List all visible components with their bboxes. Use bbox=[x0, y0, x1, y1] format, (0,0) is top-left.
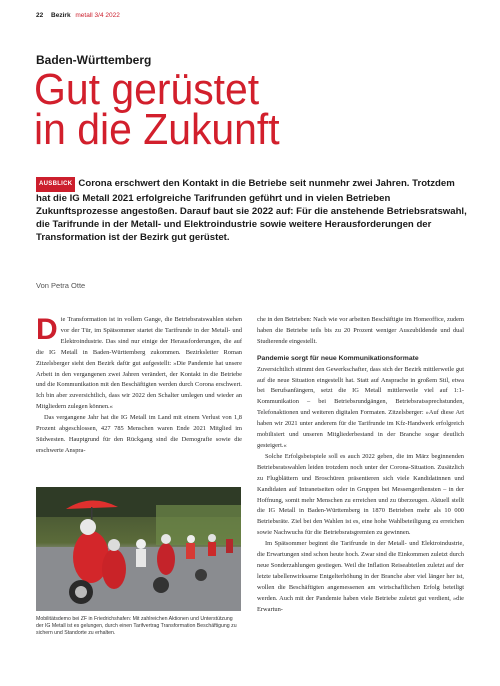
text-column-right bbox=[257, 315, 464, 615]
lead-paragraph bbox=[36, 177, 468, 244]
page-number: 22 bbox=[36, 12, 44, 19]
region-kicker: Baden-Württemberg bbox=[36, 53, 152, 67]
article-photo bbox=[36, 487, 241, 611]
section-name: Bezirk bbox=[51, 12, 71, 19]
body-paragraph: Das vergangene Jahr hat die IG Metall im Land mit einem Verlust von 1,8 Prozent abgeschlossen, 427 785 Menschen waren Ende 2021 Mitglied im Südwesten. Hauptgrund für den Rückgang sind die Demografie sowie die erschwerte Anspra- bbox=[36, 414, 242, 454]
page-header bbox=[36, 12, 120, 19]
body-paragraph: ie Transformation ist in vollem Gange, die Betriebsratswahlen stehen vor der Tür, im Spätsommer startet die Tarifrunde in der Metall- und Elektroindustrie. Das sind nur einige der Herausforderungen, die auf die IG Metall in Baden-Württemberg zukommen. Bezirksleiter Roman Zitzelsberger sieht den Bezirk dafür gut aufgestellt: »Die Pandemie hat unsere Arbeit in den vergangenen zwei Jahren verändert, der Kontakt in die Betriebe und die Kommunikation mit den Beschäftigten werden durch Corona erschwert. Ich bin aber zuversichtlich, dass wir 2022 den Schalter umlegen und wieder an Mitgliedern zulegen können.« bbox=[36, 316, 242, 411]
headline-line-1: Gut gerüstet bbox=[34, 65, 260, 114]
drop-cap: D bbox=[36, 313, 58, 346]
body-paragraph: che in den Betrieben: Nach wie vor arbeiten Beschäftigte im Homeoffice, zudem haben die Betriebe teils bis zu 20 Prozent weniger Auszubildende und dual Studierende eingestellt. bbox=[257, 316, 464, 345]
body-paragraph: Zuversichtlich stimmt den Gewerkschafter, dass sich der Bezirk mittlerweile gut auf die neue Situation eingestellt hat. Statt auf Ansprache in großem Stil, etwa bei Berufsanfängern, setzt die IG Metall mittlerweile viel auf 1:1-Kommunikation – bei Betriebsrundgängen, Betriebsratssprechstunden, Telefonaktionen und weiteren digitalen Formaten. Zitzelsberger: »Auf diese Art haben wir 2021 unter anderem für die Tarifrunde im Kfz-Handwerk erfolgreich mobilisiert und unseren Mitgliederbestand in der Branche sogar deutlich gesteigert.« bbox=[257, 365, 464, 449]
issue-label: metall 3/4 2022 bbox=[75, 12, 120, 19]
motorcycle-demo-photo bbox=[36, 487, 241, 611]
headline bbox=[34, 65, 280, 154]
text-column-left bbox=[36, 315, 242, 457]
byline: Von Petra Otte bbox=[36, 281, 86, 290]
subheading: Pandemie sorgt für neue Kommunikationsformate bbox=[257, 354, 419, 362]
lead-text: Corona erschwert den Kontakt in die Betriebe seit nunmehr zwei Jahren. Trotzdem hat die IG Metall 2021 erfolgreiche Tarifrunden geführt und in vielen Betrieben Zukunftsprozesse angestoßen. Darauf baut sie 2022 auf: Für die anstehende Betriebsratswahl, die Tarifrunde in der Metall- und Elektroindustrie sowie weitere Herausforderungen der Transformation ist der Bezirk gut gerüstet. bbox=[36, 178, 467, 243]
headline-line-2: in die Zukunft bbox=[34, 105, 280, 154]
lead-tag: AUSBLICK bbox=[36, 177, 75, 192]
body-paragraph: Im Spätsommer beginnt die Tarifrunde in der Metall- und Elektroindustrie, die Erwartungen sind schon heute hoch. Zwar sind die Einkommen zuletzt durch neue Sonderzahlungen gestiegen. Weil die Inflation Reiseabteilen zuletzt auf der letzte tabellenwirksame Entgelterhöhung in der Branche aber viel länger her ist, wollen die Beschäftigten angemessenen am wirtschaftlichen Erfolg beteiligt werden. Auch mit der Pandemie haben viele Betriebe zuletzt gut verdient, »die Erwartun- bbox=[257, 540, 464, 613]
body-paragraph: Solche Erfolgsbeispiele soll es auch 2022 geben, die im März beginnenden Betriebsratswahlen leiden trotzdem noch unter der Corona-Situation. Zusätzlich zu Flugblättern und Broschüren präsentieren sich viele Kandidatinnen und Kandidaten auf Intranetseiten oder in Gruppen bei Messengerdiensten – in der Hoffnung, somit mehr Menschen zu erreichen und zu überzeugen. Aktuell stellt die IG Metall in Baden-Württemberg in 1870 Betrieben mehr als 10 000 Betriebsräte. Ziel bei den Wahlen ist es, eine hohe Wahlbeteiligung zu erreichen sowie Nachwuchs für die Betriebsratsgremien zu gewinnen. bbox=[257, 452, 464, 537]
photo-caption: Mobilitätsdemo bei ZF in Friedrichshafen: Mit zahlreichen Aktionen und Unterstützung der IG Metall ist es gelungen, durch einen Tarifvertrag Transformation Beschäftigung zu sichern und Standorte zu erhalten. bbox=[36, 616, 237, 637]
